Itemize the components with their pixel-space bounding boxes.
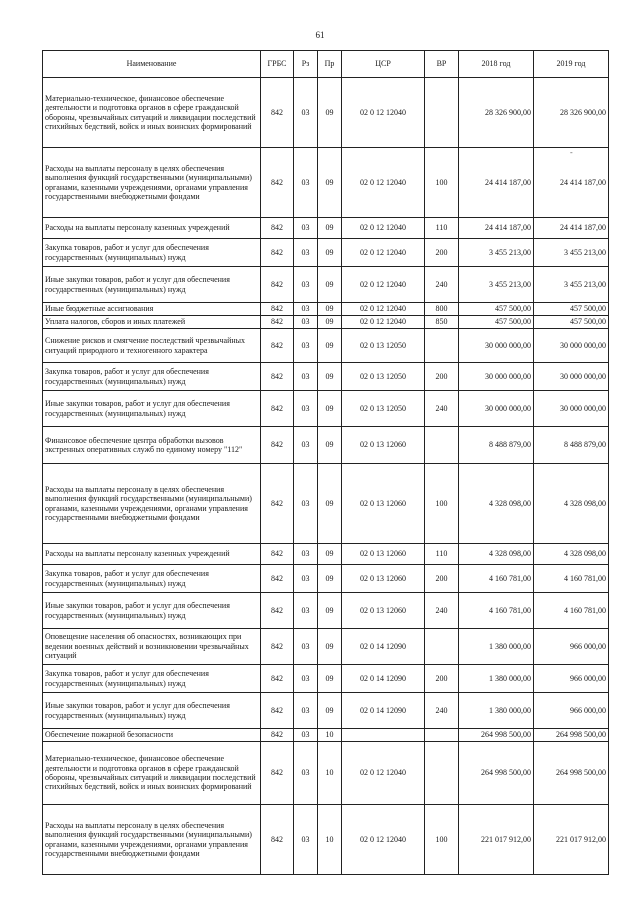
row-rz: 03 xyxy=(294,742,318,805)
row-grbs: 842 xyxy=(261,363,294,391)
row-vr xyxy=(425,329,459,363)
row-name: Уплата налогов, сборов и иных платежей xyxy=(43,316,261,329)
header-grbs: ГРБС xyxy=(261,51,294,78)
row-pr: 09 xyxy=(318,329,342,363)
row-csr: 02 0 12 12040 xyxy=(342,78,425,148)
row-grbs: 842 xyxy=(261,303,294,316)
row-pr: 09 xyxy=(318,316,342,329)
table-row xyxy=(43,303,609,316)
row-grbs: 842 xyxy=(261,693,294,729)
row-name: Оповещение населения об опасностях, возникающих при ведении военных действий и возникновении чрезвычайных ситуаций xyxy=(43,629,261,665)
row-grbs: 842 xyxy=(261,267,294,303)
row-vr: 800 xyxy=(425,303,459,316)
row-pr: 09 xyxy=(318,544,342,565)
header-csr: ЦСР xyxy=(342,51,425,78)
row-amount-2018: 3 455 213,00 xyxy=(459,267,534,303)
table-row xyxy=(43,78,609,148)
row-rz: 03 xyxy=(294,693,318,729)
row-vr: 850 xyxy=(425,316,459,329)
row-amount-2019: 30 000 000,00 xyxy=(534,391,609,427)
row-amount-2019: 24 414 187,00 xyxy=(534,218,609,239)
row-vr: 100 xyxy=(425,464,459,544)
table-row xyxy=(43,148,609,218)
row-amount-2018: 24 414 187,00 xyxy=(459,218,534,239)
row-amount-2019: 966 000,00 xyxy=(534,693,609,729)
row-csr: 02 0 13 12060 xyxy=(342,565,425,593)
row-pr: 09 xyxy=(318,464,342,544)
row-pr: 09 xyxy=(318,218,342,239)
row-amount-2018: 30 000 000,00 xyxy=(459,363,534,391)
row-vr: 100 xyxy=(425,805,459,875)
row-rz: 03 xyxy=(294,267,318,303)
row-rz: 03 xyxy=(294,78,318,148)
table-row xyxy=(43,805,609,875)
row-grbs: 842 xyxy=(261,391,294,427)
row-pr: 09 xyxy=(318,267,342,303)
row-vr: 110 xyxy=(425,544,459,565)
row-rz: 03 xyxy=(294,427,318,464)
row-grbs: 842 xyxy=(261,665,294,693)
row-grbs: 842 xyxy=(261,239,294,267)
row-name: Расходы на выплаты персоналу в целях обеспечения выполнения функций государственными (муниципальными) органами, казенными учреждениями, органами управления государственными внебюджетными фондами xyxy=(43,148,261,218)
row-pr: 09 xyxy=(318,363,342,391)
row-amount-2019: 30 000 000,00 xyxy=(534,329,609,363)
row-csr: 02 0 13 12050 xyxy=(342,363,425,391)
row-rz: 03 xyxy=(294,593,318,629)
row-grbs: 842 xyxy=(261,544,294,565)
row-vr xyxy=(425,427,459,464)
row-grbs: 842 xyxy=(261,329,294,363)
row-pr: 09 xyxy=(318,78,342,148)
row-csr: 02 0 12 12040 xyxy=(342,742,425,805)
row-amount-2018: 30 000 000,00 xyxy=(459,391,534,427)
row-csr: 02 0 14 12090 xyxy=(342,693,425,729)
row-csr: 02 0 13 12050 xyxy=(342,391,425,427)
row-grbs: 842 xyxy=(261,593,294,629)
table-row xyxy=(43,267,609,303)
row-amount-2018: 4 160 781,00 xyxy=(459,593,534,629)
row-amount-2019: 966 000,00 xyxy=(534,665,609,693)
row-grbs: 842 xyxy=(261,316,294,329)
row-csr: 02 0 12 12040 xyxy=(342,316,425,329)
row-vr xyxy=(425,742,459,805)
row-pr: 10 xyxy=(318,729,342,742)
table-row xyxy=(43,427,609,464)
row-pr: 09 xyxy=(318,239,342,267)
row-vr: 100 xyxy=(425,148,459,218)
row-rz: 03 xyxy=(294,629,318,665)
table-row xyxy=(43,363,609,391)
row-rz: 03 xyxy=(294,391,318,427)
row-csr: 02 0 12 12040 xyxy=(342,303,425,316)
row-vr: 200 xyxy=(425,665,459,693)
row-name: Закупка товаров, работ и услуг для обеспечения государственных (муниципальных) нужд xyxy=(43,565,261,593)
table-row xyxy=(43,565,609,593)
row-amount-2018: 457 500,00 xyxy=(459,303,534,316)
row-pr: 09 xyxy=(318,427,342,464)
row-rz: 03 xyxy=(294,363,318,391)
page-number: 61 xyxy=(315,30,325,40)
row-csr: 02 0 12 12040 xyxy=(342,148,425,218)
row-amount-2019: 3 455 213,00 xyxy=(534,267,609,303)
row-grbs: 842 xyxy=(261,629,294,665)
row-grbs: 842 xyxy=(261,464,294,544)
row-amount-2019: 24 414 187,00 xyxy=(534,148,609,218)
row-csr: 02 0 12 12040 xyxy=(342,805,425,875)
table-row xyxy=(43,593,609,629)
table-row xyxy=(43,464,609,544)
row-rz: 03 xyxy=(294,329,318,363)
row-amount-2019: 30 000 000,00 xyxy=(534,363,609,391)
table-header-row xyxy=(43,51,609,78)
row-name: Закупка товаров, работ и услуг для обеспечения государственных (муниципальных) нужд xyxy=(43,363,261,391)
row-vr: 240 xyxy=(425,593,459,629)
row-rz: 03 xyxy=(294,218,318,239)
row-amount-2018: 4 328 098,00 xyxy=(459,544,534,565)
row-pr: 10 xyxy=(318,805,342,875)
row-amount-2018: 24 414 187,00 xyxy=(459,148,534,218)
margin-mark: - xyxy=(570,148,573,157)
row-grbs: 842 xyxy=(261,742,294,805)
row-amount-2018: 1 380 000,00 xyxy=(459,629,534,665)
row-grbs: 842 xyxy=(261,565,294,593)
row-name: Расходы на выплаты персоналу в целях обеспечения выполнения функций государственными (муниципальными) органами, казенными учреждениями, органами управления государственными внебюджетными фондами xyxy=(43,464,261,544)
row-csr: 02 0 13 12060 xyxy=(342,427,425,464)
row-amount-2019: 4 328 098,00 xyxy=(534,464,609,544)
row-amount-2019: 4 328 098,00 xyxy=(534,544,609,565)
row-amount-2019: 28 326 900,00 xyxy=(534,78,609,148)
row-amount-2018: 1 380 000,00 xyxy=(459,665,534,693)
row-name: Материально-техническое, финансовое обеспечение деятельности и подготовка органов в сфере гражданской обороны, чрезвычайных ситуаций и ликвидации последствий стихийных бедствий, войск и иных воинских формирований xyxy=(43,78,261,148)
row-name: Материально-техническое, финансовое обеспечение деятельности и подготовка органов в сфере гражданской обороны, чрезвычайных ситуаций и ликвидации последствий стихийных бедствий, войск и иных воинских формирований xyxy=(43,742,261,805)
table-row xyxy=(43,544,609,565)
table-row xyxy=(43,729,609,742)
table-row xyxy=(43,239,609,267)
row-vr xyxy=(425,629,459,665)
row-rz: 03 xyxy=(294,316,318,329)
row-amount-2018: 457 500,00 xyxy=(459,316,534,329)
row-amount-2019: 966 000,00 xyxy=(534,629,609,665)
row-vr: 200 xyxy=(425,239,459,267)
row-name: Расходы на выплаты персоналу казенных учреждений xyxy=(43,544,261,565)
row-amount-2018: 4 328 098,00 xyxy=(459,464,534,544)
row-amount-2018: 3 455 213,00 xyxy=(459,239,534,267)
row-rz: 03 xyxy=(294,565,318,593)
header-pr: Пр xyxy=(318,51,342,78)
row-pr: 09 xyxy=(318,593,342,629)
row-rz: 03 xyxy=(294,303,318,316)
row-name: Снижение рисков и смягчение последствий чрезвычайных ситуаций природного и техногенного характера xyxy=(43,329,261,363)
row-name: Иные закупки товаров, работ и услуг для обеспечения государственных (муниципальных) нужд xyxy=(43,693,261,729)
row-rz: 03 xyxy=(294,544,318,565)
row-grbs: 842 xyxy=(261,78,294,148)
row-name: Иные бюджетные ассигнования xyxy=(43,303,261,316)
row-amount-2019: 457 500,00 xyxy=(534,303,609,316)
budget-table xyxy=(42,50,609,875)
row-vr: 240 xyxy=(425,693,459,729)
row-name: Финансовое обеспечение центра обработки вызовов экстренных оперативных служб по единому номеру "112" xyxy=(43,427,261,464)
table-row xyxy=(43,218,609,239)
table-row xyxy=(43,742,609,805)
row-csr: 02 0 14 12090 xyxy=(342,629,425,665)
row-grbs: 842 xyxy=(261,427,294,464)
row-amount-2018: 1 380 000,00 xyxy=(459,693,534,729)
table-row xyxy=(43,693,609,729)
row-amount-2019: 4 160 781,00 xyxy=(534,593,609,629)
row-name: Иные закупки товаров, работ и услуг для обеспечения государственных (муниципальных) нужд xyxy=(43,391,261,427)
row-pr: 09 xyxy=(318,148,342,218)
header-2019: 2019 год xyxy=(534,51,609,78)
row-pr: 09 xyxy=(318,391,342,427)
row-name: Закупка товаров, работ и услуг для обеспечения государственных (муниципальных) нужд xyxy=(43,665,261,693)
row-rz: 03 xyxy=(294,239,318,267)
header-2018: 2018 год xyxy=(459,51,534,78)
row-amount-2018: 264 998 500,00 xyxy=(459,742,534,805)
row-amount-2018: 28 326 900,00 xyxy=(459,78,534,148)
row-csr: 02 0 13 12060 xyxy=(342,544,425,565)
row-amount-2019: 3 455 213,00 xyxy=(534,239,609,267)
row-csr xyxy=(342,729,425,742)
header-rz: Рз xyxy=(294,51,318,78)
row-rz: 03 xyxy=(294,665,318,693)
row-amount-2018: 264 998 500,00 xyxy=(459,729,534,742)
row-vr: 240 xyxy=(425,267,459,303)
row-amount-2019: 221 017 912,00 xyxy=(534,805,609,875)
row-grbs: 842 xyxy=(261,148,294,218)
table-body xyxy=(43,78,609,875)
row-csr: 02 0 13 12060 xyxy=(342,464,425,544)
row-rz: 03 xyxy=(294,729,318,742)
row-amount-2018: 221 017 912,00 xyxy=(459,805,534,875)
row-amount-2019: 264 998 500,00 xyxy=(534,729,609,742)
row-pr: 09 xyxy=(318,665,342,693)
row-amount-2019: 457 500,00 xyxy=(534,316,609,329)
row-vr xyxy=(425,78,459,148)
row-name: Иные закупки товаров, работ и услуг для обеспечения государственных (муниципальных) нужд xyxy=(43,593,261,629)
table-row xyxy=(43,329,609,363)
row-grbs: 842 xyxy=(261,729,294,742)
row-csr: 02 0 12 12040 xyxy=(342,267,425,303)
row-amount-2018: 4 160 781,00 xyxy=(459,565,534,593)
row-vr: 110 xyxy=(425,218,459,239)
table-row xyxy=(43,391,609,427)
row-name: Иные закупки товаров, работ и услуг для обеспечения государственных (муниципальных) нужд xyxy=(43,267,261,303)
row-rz: 03 xyxy=(294,148,318,218)
row-pr: 09 xyxy=(318,693,342,729)
table-row xyxy=(43,629,609,665)
row-pr: 10 xyxy=(318,742,342,805)
row-amount-2019: 8 488 879,00 xyxy=(534,427,609,464)
table-row xyxy=(43,665,609,693)
row-pr: 09 xyxy=(318,565,342,593)
row-amount-2019: 264 998 500,00 xyxy=(534,742,609,805)
row-vr: 240 xyxy=(425,391,459,427)
row-name: Закупка товаров, работ и услуг для обеспечения государственных (муниципальных) нужд xyxy=(43,239,261,267)
row-name: Обеспечение пожарной безопасности xyxy=(43,729,261,742)
row-vr: 200 xyxy=(425,363,459,391)
row-csr: 02 0 13 12060 xyxy=(342,593,425,629)
header-vr: ВР xyxy=(425,51,459,78)
row-csr: 02 0 12 12040 xyxy=(342,239,425,267)
row-csr: 02 0 13 12050 xyxy=(342,329,425,363)
row-name: Расходы на выплаты персоналу в целях обеспечения выполнения функций государственными (муниципальными) органами, казенными учреждениями, органами управления государственными внебюджетными фондами xyxy=(43,805,261,875)
row-pr: 09 xyxy=(318,629,342,665)
row-rz: 03 xyxy=(294,805,318,875)
row-grbs: 842 xyxy=(261,218,294,239)
row-amount-2018: 30 000 000,00 xyxy=(459,329,534,363)
row-amount-2019: 4 160 781,00 xyxy=(534,565,609,593)
row-grbs: 842 xyxy=(261,805,294,875)
row-csr: 02 0 12 12040 xyxy=(342,218,425,239)
row-rz: 03 xyxy=(294,464,318,544)
table-row xyxy=(43,316,609,329)
row-pr: 09 xyxy=(318,303,342,316)
header-name: Наименование xyxy=(43,51,261,78)
row-name: Расходы на выплаты персоналу казенных учреждений xyxy=(43,218,261,239)
row-vr xyxy=(425,729,459,742)
row-amount-2018: 8 488 879,00 xyxy=(459,427,534,464)
row-vr: 200 xyxy=(425,565,459,593)
row-csr: 02 0 14 12090 xyxy=(342,665,425,693)
